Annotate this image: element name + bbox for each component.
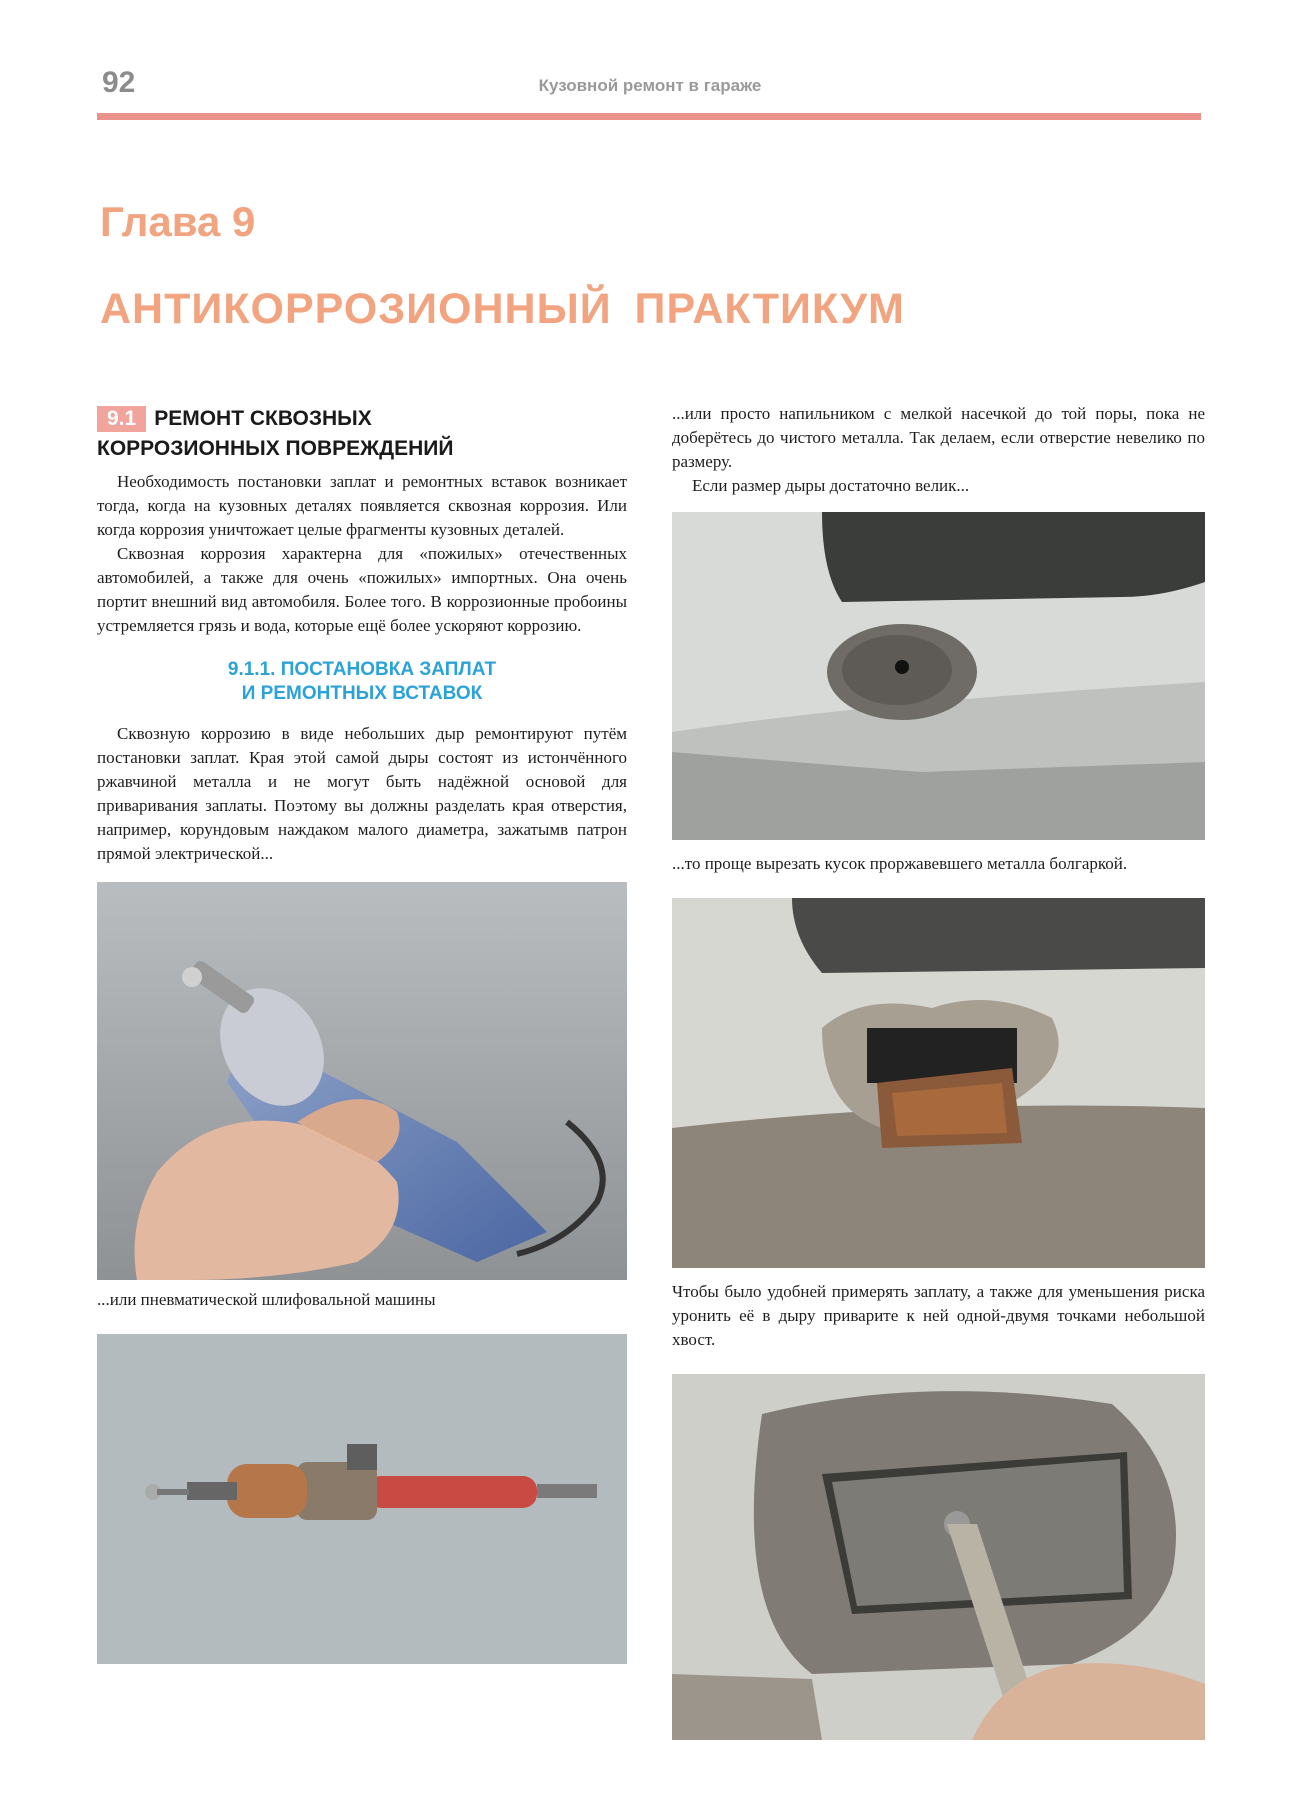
paragraph: Если размер дыры достаточно велик... xyxy=(692,476,970,495)
right-column xyxy=(672,402,1205,1740)
pneumatic-grinder-image xyxy=(97,1334,627,1664)
photo-cut-hole xyxy=(672,898,1205,1268)
photo-pneumatic-grinder xyxy=(97,1334,627,1664)
caption-tail: Чтобы было удобней примерять заплату, а также для уменьшения риска уронить её в дыру приварите к ней одной-двумя точками небольшой хвост. xyxy=(672,1282,1205,1349)
chapter-label: Глава 9 xyxy=(100,198,256,245)
patch-with-tail-image xyxy=(672,1374,1205,1740)
left-column xyxy=(97,404,627,1664)
corrosion-hole-image xyxy=(672,512,1205,840)
section-number-badge: 9.1 xyxy=(97,406,146,432)
paragraph: Сквозная коррозия характерна для «пожилых» отечественных автомобилей, а также для очень «пожилых» импортных. Она очень портит внешний вид автомобиля. Более того. В коррозионные пробоины устремляется грязь и вода, которые ещё более ускоряют коррозию. xyxy=(97,544,627,635)
photo-electric-drill xyxy=(97,882,627,1280)
chapter-title: АНТИКОРРОЗИОННЫЙ ПРАКТИКУМ xyxy=(100,285,905,333)
paragraph: Сквозную коррозию в виде небольших дыр ремонтируют путём постановки заплат. Края этой самой дыры состоят из истончённого ржавчиной металла и не могут быть надёжной основой для приваривания заплаты. Поэтому вы должны разделать края отверстия, например, корундовым наждаком малого диаметра, зажатымв патрон прямой электрической... xyxy=(97,724,627,863)
paragraph: Необходимость постановки заплат и ремонтных вставок возникает тогда, когда на кузовных деталях появляется сквозная коррозия. Или когда коррозия уничтожает целые фрагменты кузовных деталей. xyxy=(97,472,627,539)
photo-corrosion-hole xyxy=(672,512,1205,840)
page-number: 92 xyxy=(102,66,136,99)
photo-patch-with-tail xyxy=(672,1374,1205,1740)
header-rule xyxy=(97,113,1201,120)
section-heading xyxy=(97,404,627,464)
running-head: Кузовной ремонт в гараже xyxy=(538,76,762,95)
cut-hole-image xyxy=(672,898,1205,1268)
section-title-line1: РЕМОНТ СКВОЗНЫХ xyxy=(154,407,372,430)
subsection-line2: И РЕМОНТНЫХ ВСТАВОК xyxy=(241,683,483,704)
subsection-line1: 9.1.1. ПОСТАНОВКА ЗАПЛАТ xyxy=(227,659,497,680)
electric-drill-image xyxy=(97,882,627,1280)
section-title-line2: КОРРОЗИОННЫХ ПОВРЕЖДЕНИЙ xyxy=(97,437,454,460)
caption-grinder: ...или пневматической шлифовальной машины xyxy=(97,1290,436,1309)
caption-cut-out: ...то проще вырезать кусок проржавевшего металла болгаркой. xyxy=(672,854,1128,873)
paragraph: ...или просто напильником с мелкой насечкой до той поры, пока не доберётесь до чистого металла. Так делаем, если отверстие невелико по размеру. xyxy=(672,404,1205,471)
subsection-heading xyxy=(97,658,627,706)
